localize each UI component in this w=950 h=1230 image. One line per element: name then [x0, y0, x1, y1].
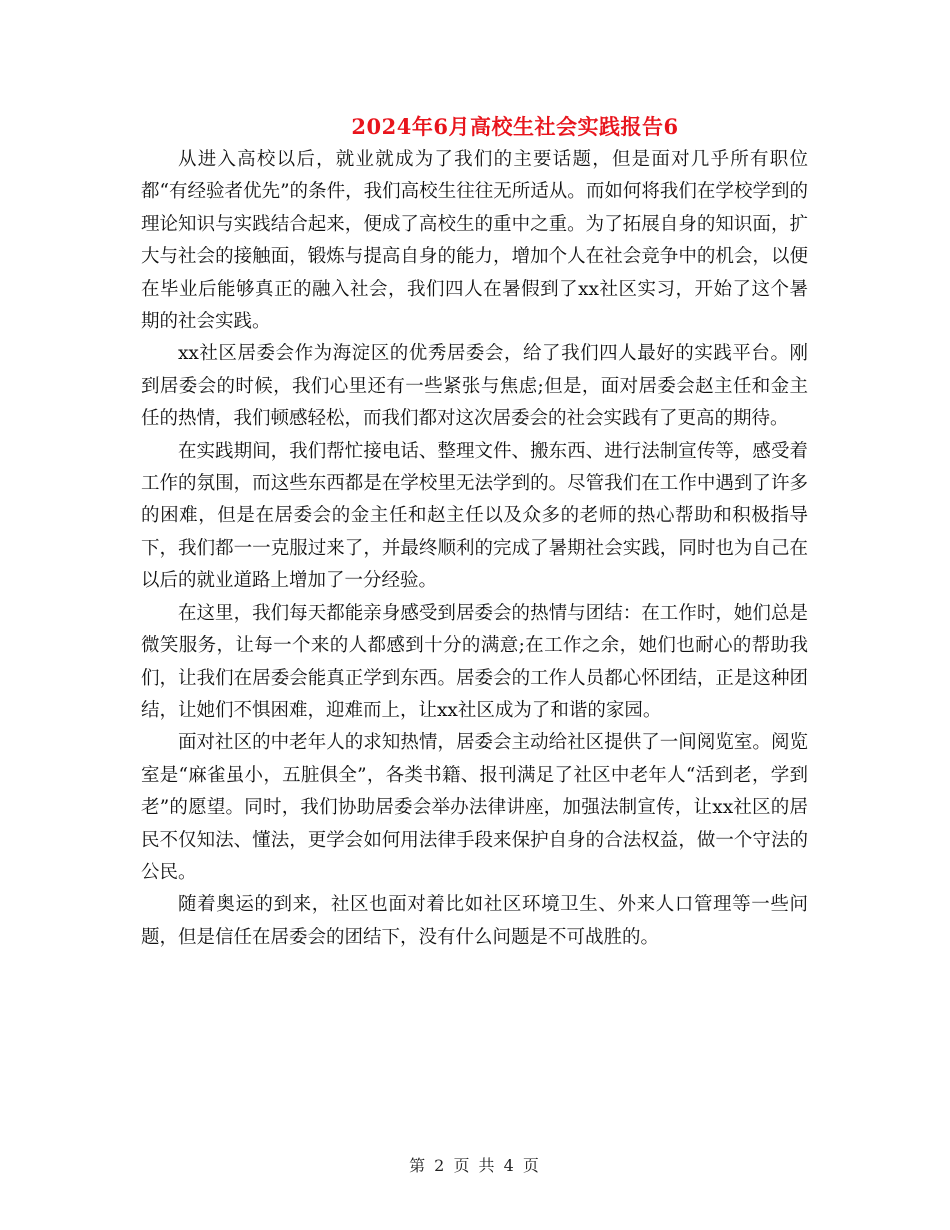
paragraph: 在这里，我们每天都能亲身感受到居委会的热情与团结：在工作时，她们总是微笑服务，让每一个来的人都感到十分的满意;在工作之余，她们也耐心的帮助我们，让我们在居委会能真正学到东西。居委会的工作人员都心怀团结，正是这种团结，让她们不惧困难，迎难而上，让xx社区成为了和谐的家园。 [141, 602, 808, 721]
document-title: 2024年6月高校生社会实践报告6 [351, 114, 679, 139]
page-number-footer: 第 2 页 共 4 页 [409, 1156, 541, 1175]
paragraph: 随着奥运的到来，社区也面对着比如社区环境卫生、外来人口管理等一些问题，但是信任在居委会的团结下，没有什么问题是不可战胜的。 [141, 894, 808, 948]
paragraph: xx社区居委会作为海淀区的优秀居委会，给了我们四人最好的实践平台。刚到居委会的时候，我们心里还有一些紧张与焦虑;但是，面对居委会赵主任和金主任的热情，我们顿感轻松，而我们都对这次居委会的社会实践有了更高的期待。 [141, 343, 808, 430]
paragraph: 从进入高校以后，就业就成为了我们的主要话题，但是面对几乎所有职位都“有经验者优先”的条件，我们高校生往往无所适从。而如何将我们在学校学到的理论知识与实践结合起来，便成了高校生的重中之重。为了拓展自身的知识面，扩大与社会的接触面，锻炼与提高自身的能力，增加个人在社会竞争中的机会，以便在毕业后能够真正的融入社会，我们四人在暑假到了xx社区实习，开始了这个暑期的社会实践。 [141, 149, 808, 333]
document-body [141, 144, 808, 954]
paragraph: 在实践期间，我们帮忙接电话、整理文件、搬东西、进行法制宣传等，感受着工作的氛围，而这些东西都是在学校里无法学到的。尽管我们在工作中遇到了许多的困难，但是在居委会的金主任和赵主任以及众多的老师的热心帮助和积极指导下，我们都一一克服过来了，并最终顺利的完成了暑期社会实践，同时也为自己在以后的就业道路上增加了一分经验。 [141, 440, 808, 592]
paragraph: 面对社区的中老年人的求知热情，居委会主动给社区提供了一间阅览室。阅览室是“麻雀虽小，五脏俱全”，各类书籍、报刊满足了社区中老年人“活到老，学到老”的愿望。同时，我们协助居委会举办法律讲座，加强法制宣传，让xx社区的居民不仅知法、懂法，更学会如何用法律手段来保护自身的合法权益，做一个守法的公民。 [141, 732, 808, 883]
